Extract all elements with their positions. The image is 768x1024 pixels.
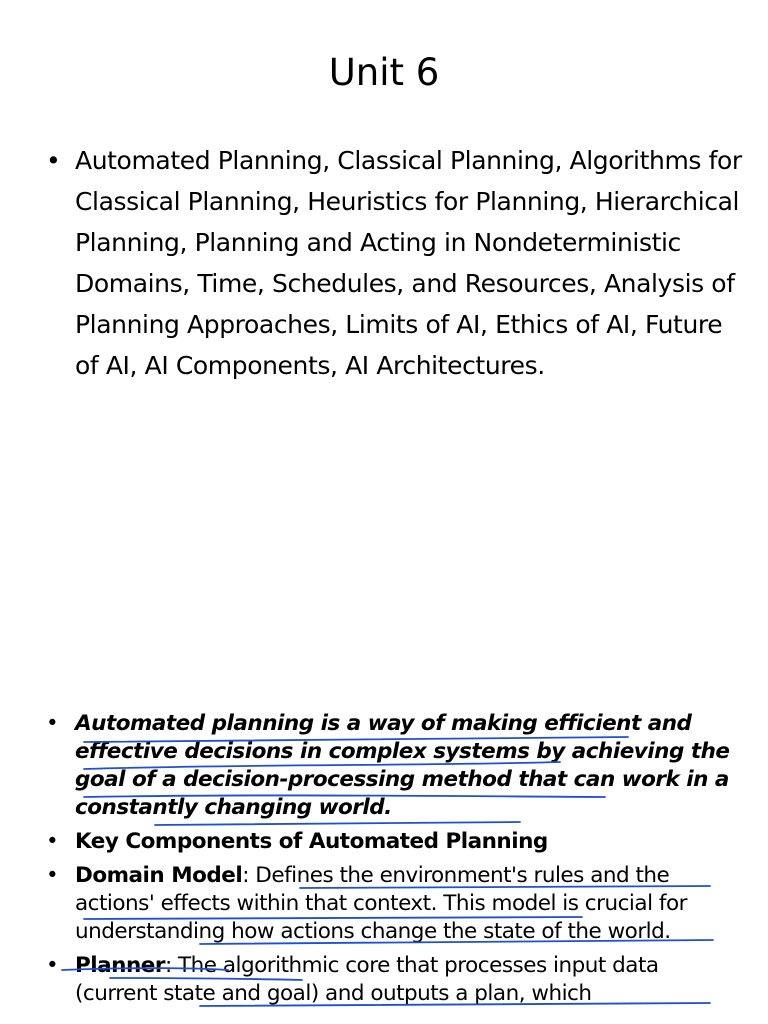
domain-model-term: Domain Model — [75, 863, 243, 888]
topics-list-item — [46, 140, 746, 386]
topics-list — [46, 140, 746, 386]
bullet-marker: • — [46, 953, 59, 978]
definition-text: Automated planning is a way of making efficient and effective decisions in complex systems by achieving the goal of a decision-processing method that can work in a constantly changing world. — [75, 711, 730, 820]
topics-text: Automated Planning, Classical Planning, Algorithms for Classical Planning, Heuristics for Planning, Hierarchical Planning, Planning and Acting in Nondeterministic Domains, Time, Schedules, and Resources, Analysis of Planning Approaches, Limits of AI, Ethics of AI, Future of AI, AI Components, AI Architectures. — [75, 146, 742, 380]
definition-item — [46, 710, 746, 822]
automated-planning-list — [46, 710, 746, 1014]
slide-title: Unit 6 — [328, 51, 440, 94]
key-components-item — [46, 828, 746, 856]
planner-text: : The algorithmic core that processes input data (current state and goal) and outputs a plan, which — [75, 953, 659, 1006]
bullet-marker: • — [46, 863, 59, 888]
key-components-heading: Key Components of Automated Planning — [75, 829, 548, 854]
planner-item — [46, 952, 746, 1008]
planner-term: Planner — [75, 953, 165, 978]
bullet-marker: • — [46, 829, 59, 854]
domain-model-item — [46, 862, 746, 946]
bullet-marker: • — [46, 711, 59, 736]
bullet-marker: • — [46, 146, 61, 175]
domain-model-text: : Defines the environment's rules and the actions' effects within that context. This model is crucial for understanding how actions change the state of the world. — [75, 863, 687, 944]
